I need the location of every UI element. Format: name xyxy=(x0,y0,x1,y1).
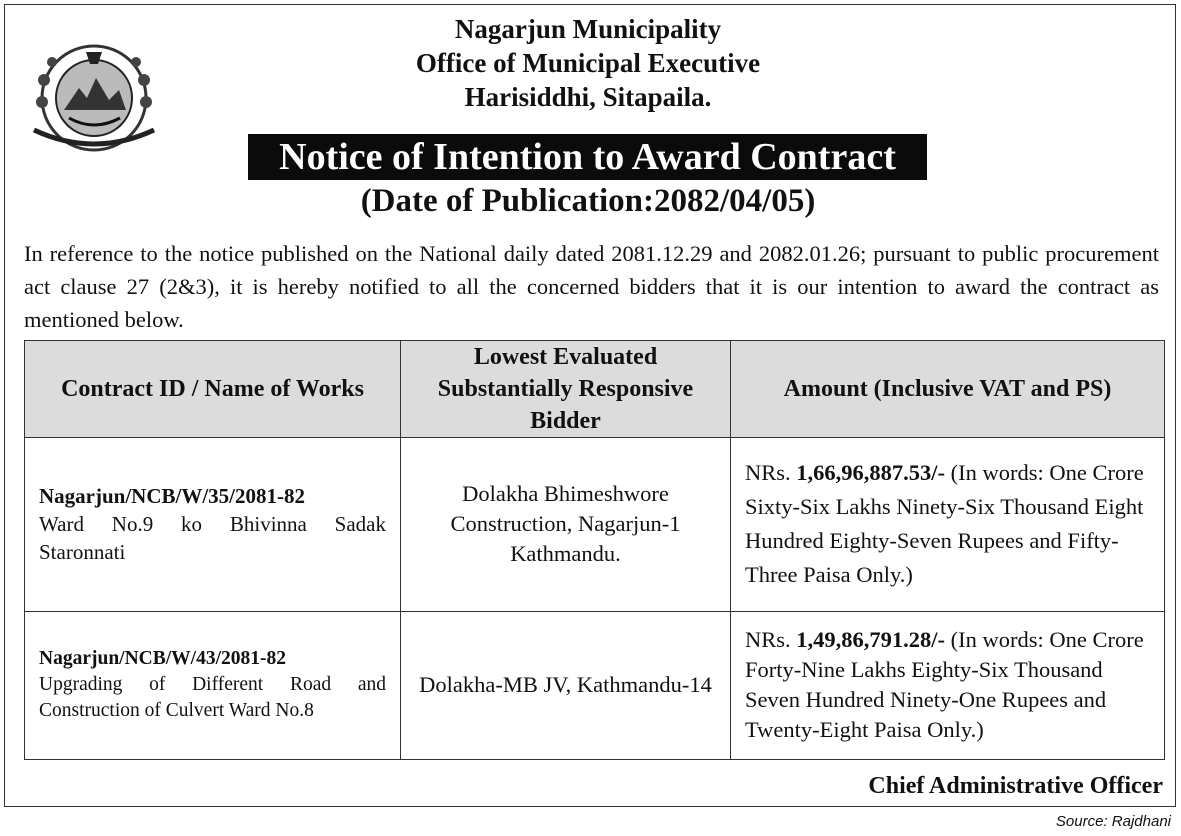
amount-words: (In words: One Crore Forty-Nine Lakhs Eighty-Six Thousand Seven Hundred Ninety-One Rupees and Twenty-Eight Paisa Only.) xyxy=(745,627,1144,743)
work-name: Ward No.9 ko Bhivinna Sadak Staronnati xyxy=(39,512,386,565)
amount-figure: 1,66,96,887.53/- xyxy=(796,460,946,486)
amount-words: (In words: One Crore Sixty-Six Lakhs Ninety-Six Thousand Eight Hundred Eighty-Seven Rupees and Fifty-Three Paisa Only.) xyxy=(745,460,1144,588)
bidder-cell: Dolakha Bhimeshwore Construction, Nagarjun-1 Kathmandu. xyxy=(401,438,731,612)
work-name: Upgrading of Different Road and Construction of Culvert Ward No.8 xyxy=(39,674,386,722)
header-contract-id: Contract ID / Name of Works xyxy=(25,341,401,438)
header-bidder: Lowest Evaluated Substantially Responsive Bidder xyxy=(401,341,731,438)
source-credit: Source: Rajdhani xyxy=(1055,813,1171,830)
table-header-row xyxy=(25,341,1165,438)
table-row xyxy=(25,611,1165,759)
amount-cell xyxy=(731,438,1165,612)
amount-prefix: NRs. xyxy=(745,460,797,486)
publication-date: (Date of Publication:2082/04/05) xyxy=(360,183,816,219)
intro-paragraph: In reference to the notice published on the National daily dated 2081.12.29 and 2082.01.26; pursuant to public procurement act clause 27 (2&3), it is hereby notified to all the concerned bidders that it is our intention to award the contract as mentioned below. xyxy=(24,241,1159,332)
amount-prefix: NRs. xyxy=(745,627,797,653)
award-table xyxy=(24,340,1165,760)
municipality-name: Nagarjun Municipality xyxy=(454,14,722,44)
work-cell xyxy=(25,438,401,612)
amount-figure: 1,49,86,791.28/- xyxy=(796,627,946,653)
header-amount: Amount (Inclusive VAT and PS) xyxy=(731,341,1165,438)
table-row xyxy=(25,438,1165,612)
contract-id: Nagarjun/NCB/W/43/2081-82 xyxy=(39,648,287,670)
office-name: Office of Municipal Executive xyxy=(415,48,761,78)
amount-cell xyxy=(731,611,1165,759)
notice-title: Notice of Intention to Award Contract xyxy=(248,134,927,180)
office-header xyxy=(300,12,876,114)
work-cell xyxy=(25,611,401,759)
bidder-cell: Dolakha-MB JV, Kathmandu-14 xyxy=(401,611,731,759)
signatory-title: Chief Administrative Officer xyxy=(868,773,1163,799)
contract-id: Nagarjun/NCB/W/35/2081-82 xyxy=(39,484,306,509)
office-address: Harisiddhi, Sitapaila. xyxy=(464,82,712,112)
government-emblem-icon xyxy=(24,40,164,155)
